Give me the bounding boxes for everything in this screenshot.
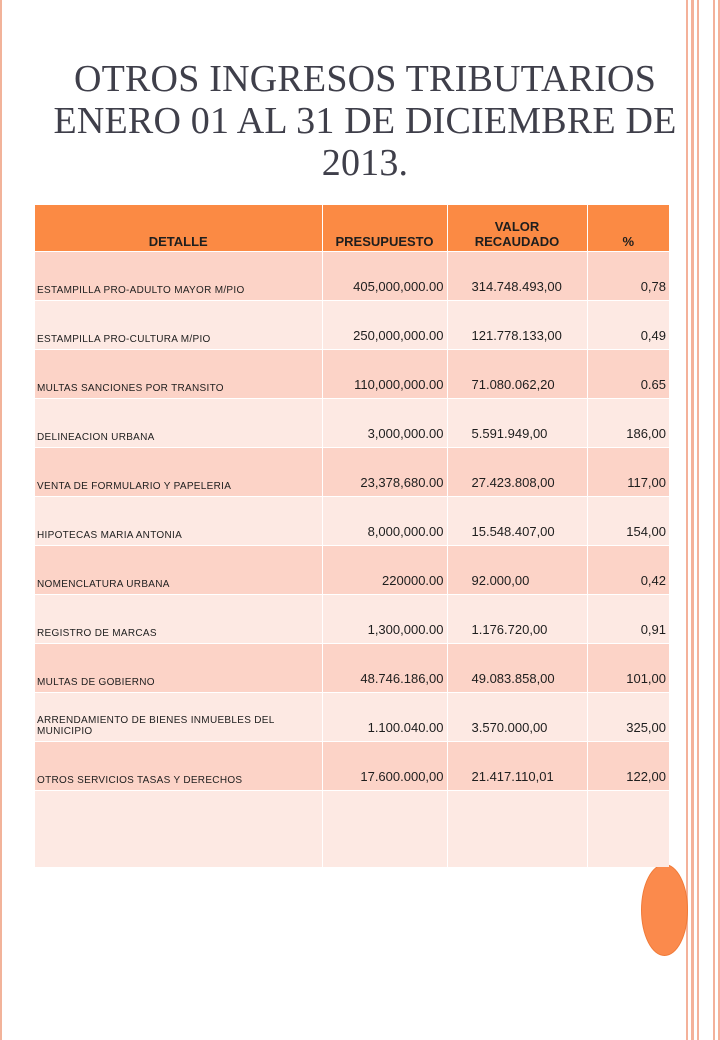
table-row	[35, 399, 669, 448]
cell-empty	[587, 791, 669, 868]
cell-presupuesto: 17.600.000,00	[322, 742, 447, 791]
title-line-1: OTROS INGRESOS TRIBUTARIOS	[73, 58, 657, 100]
cell-recaudado: 3.570.000,00	[447, 693, 587, 742]
cell-recaudado: 27.423.808,00	[447, 448, 587, 497]
cell-detalle: VENTA DE FORMULARIO Y PAPELERIA	[35, 448, 322, 497]
income-table	[35, 205, 669, 867]
cell-detalle: HIPOTECAS MARIA ANTONIA	[35, 497, 322, 546]
cell-percent: 0,78	[587, 252, 669, 301]
title-line-2: ENERO 01 AL 31 DE DICIEMBRE DE	[53, 100, 677, 142]
cell-empty	[322, 791, 447, 868]
table-row	[35, 546, 669, 595]
cell-detalle: MULTAS DE GOBIERNO	[35, 644, 322, 693]
cell-percent: 101,00	[587, 644, 669, 693]
slide-title	[40, 58, 690, 184]
table-row	[35, 252, 669, 301]
cell-recaudado: 49.083.858,00	[447, 644, 587, 693]
cell-presupuesto: 23,378,680.00	[322, 448, 447, 497]
cell-percent: 0,91	[587, 595, 669, 644]
header-recaudado-label: RECAUDADO	[474, 234, 560, 249]
header-presupuesto: PRESUPUESTO	[322, 205, 447, 252]
table-row-empty	[35, 791, 669, 868]
table-row	[35, 595, 669, 644]
header-detalle: DETALLE	[35, 205, 322, 252]
cell-percent: 117,00	[587, 448, 669, 497]
cell-presupuesto: 110,000,000.00	[322, 350, 447, 399]
cell-percent: 122,00	[587, 742, 669, 791]
decorative-orange-circle	[641, 864, 688, 956]
cell-presupuesto: 250,000,000.00	[322, 301, 447, 350]
header-percent: %	[587, 205, 669, 252]
table-row	[35, 644, 669, 693]
cell-detalle: MULTAS SANCIONES POR TRANSITO	[35, 350, 322, 399]
cell-percent: 0,42	[587, 546, 669, 595]
table-row	[35, 301, 669, 350]
cell-empty	[35, 791, 322, 868]
cell-percent: 186,00	[587, 399, 669, 448]
cell-detalle: ESTAMPILLA PRO-CULTURA M/PIO	[35, 301, 322, 350]
cell-detalle: REGISTRO DE MARCAS	[35, 595, 322, 644]
cell-detalle: ESTAMPILLA PRO-ADULTO MAYOR M/PIO	[35, 252, 322, 301]
cell-recaudado: 314.748.493,00	[447, 252, 587, 301]
cell-presupuesto: 1.100.040.00	[322, 693, 447, 742]
header-valor-label: VALOR	[494, 219, 540, 234]
cell-presupuesto: 220000.00	[322, 546, 447, 595]
title-line-3: 2013.	[321, 142, 409, 184]
cell-percent: 0.65	[587, 350, 669, 399]
table-header-row	[35, 205, 669, 252]
cell-recaudado: 92.000,00	[447, 546, 587, 595]
cell-recaudado: 1.176.720,00	[447, 595, 587, 644]
cell-percent: 325,00	[587, 693, 669, 742]
cell-presupuesto: 8,000,000.00	[322, 497, 447, 546]
cell-detalle: ARRENDAMIENTO DE BIENES INMUEBLES DEL MUNICIPIO	[35, 693, 322, 742]
header-valor-recaudado	[447, 205, 587, 252]
table-row	[35, 448, 669, 497]
cell-recaudado: 121.778.133,00	[447, 301, 587, 350]
cell-recaudado: 5.591.949,00	[447, 399, 587, 448]
left-frame-line	[0, 0, 2, 1040]
cell-recaudado: 71.080.062,20	[447, 350, 587, 399]
cell-detalle: NOMENCLATURA URBANA	[35, 546, 322, 595]
table-row	[35, 742, 669, 791]
cell-detalle: OTROS SERVICIOS TASAS Y DERECHOS	[35, 742, 322, 791]
cell-empty	[447, 791, 587, 868]
cell-recaudado: 15.548.407,00	[447, 497, 587, 546]
table-row	[35, 497, 669, 546]
cell-presupuesto: 3,000,000.00	[322, 399, 447, 448]
cell-percent: 0,49	[587, 301, 669, 350]
table-row	[35, 693, 669, 742]
cell-presupuesto: 1,300,000.00	[322, 595, 447, 644]
table-row	[35, 350, 669, 399]
cell-presupuesto: 48.746.186,00	[322, 644, 447, 693]
cell-detalle: DELINEACION URBANA	[35, 399, 322, 448]
cell-presupuesto: 405,000,000.00	[322, 252, 447, 301]
cell-recaudado: 21.417.110,01	[447, 742, 587, 791]
cell-percent: 154,00	[587, 497, 669, 546]
